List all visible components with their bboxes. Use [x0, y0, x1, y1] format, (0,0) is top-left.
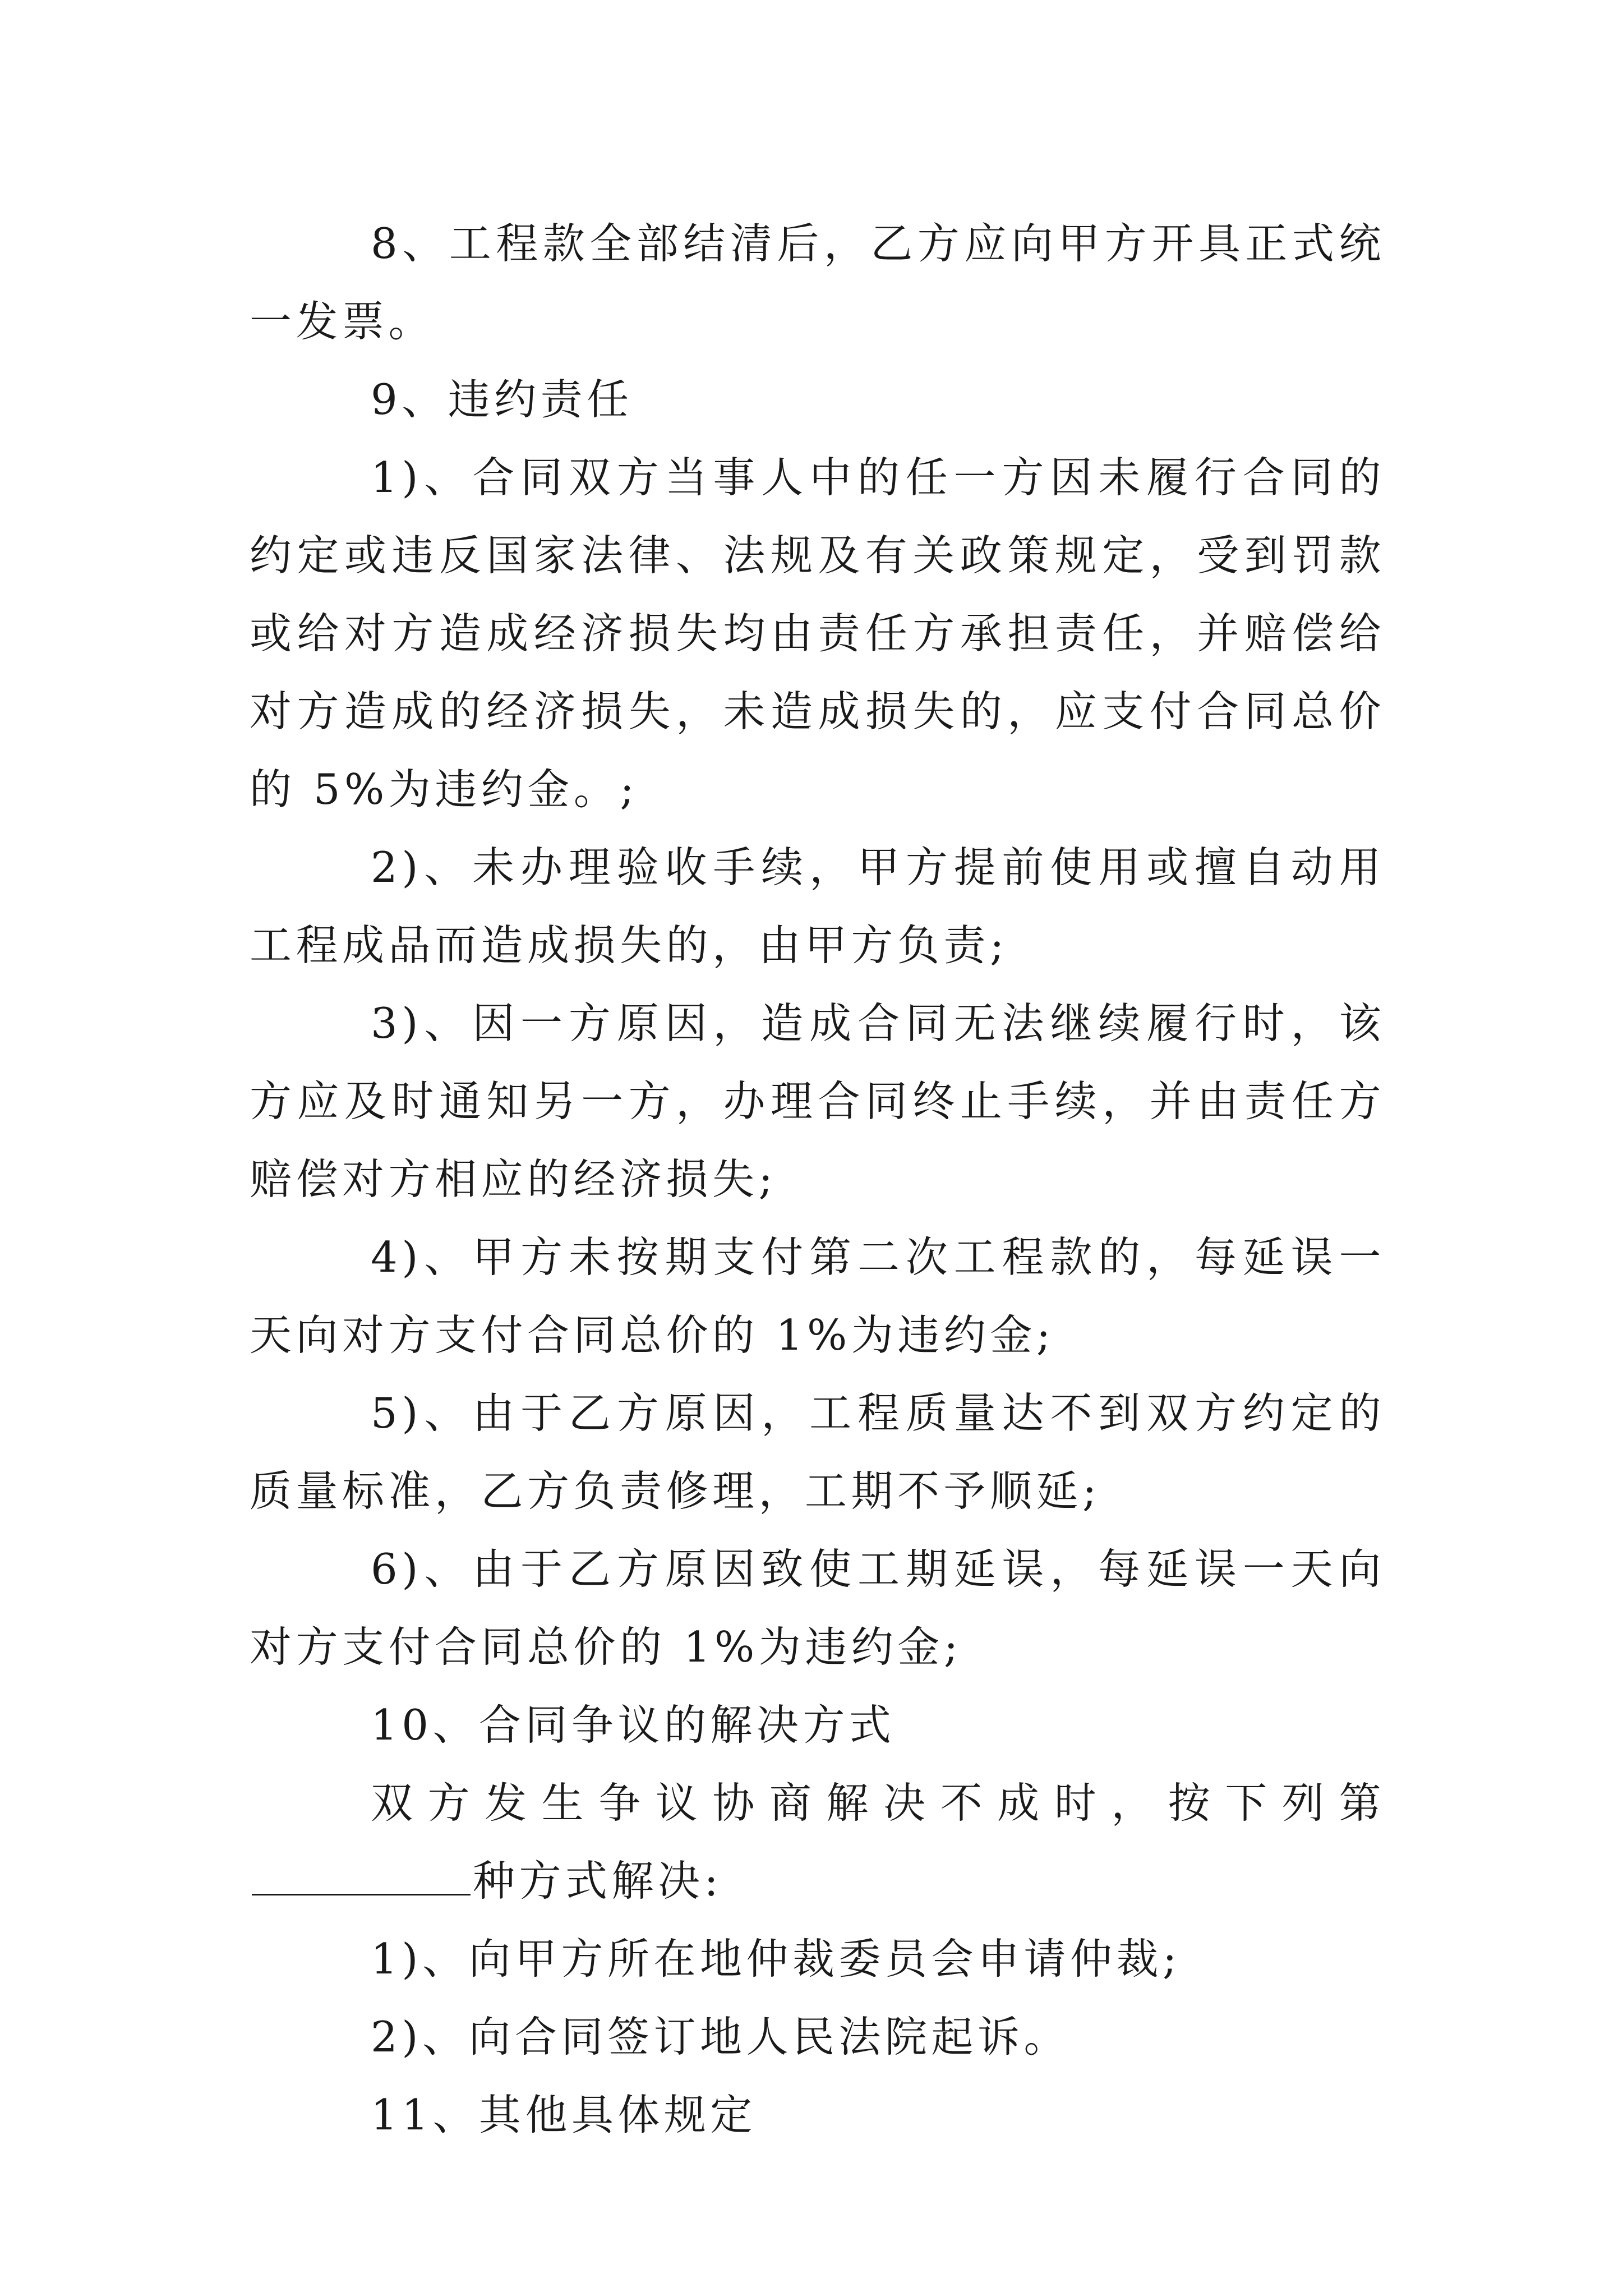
paragraph-dispute-option-1: 1)、向甲方所在地仲裁委员会申请仲裁; — [371, 1934, 1181, 1984]
paragraph-breach-item-6: 6)、由于乙方原因致使工期延误，每延误一天向对方支付合同总价的 1%为违约金; — [250, 1544, 1385, 1672]
paragraph-dispute-option-2: 2)、向合同签订地人民法院起诉。 — [371, 2012, 1070, 2062]
fill-in-blank[interactable] — [252, 1855, 471, 1895]
paragraph-breach-item-2: 2)、未办理验收手续，甲方提前使用或擅自动用工程成品而造成损失的，由甲方负责; — [250, 843, 1385, 970]
paragraph-breach-item-1: 1)、合同双方当事人中的任一方因未履行合同的约定或违反国家法律、法规及有关政策规定，受到罚款或给对方造成经济损失均由责任方承担责任，并赔偿给对方造成的经济损失，未造成损失的，应支付合同总价的 5%为违约金。; — [250, 453, 1385, 814]
paragraph-invoice-clause: 8、工程款全部结清后，乙方应向甲方开具正式统一发票。 — [250, 219, 1385, 346]
dispute-text-before: 双方发生争议协商解决不成时，按下列第 — [371, 1778, 1385, 1828]
heading-dispute-resolution: 10、合同争议的解决方式 — [371, 1700, 896, 1750]
paragraph-breach-item-4: 4)、甲方未按期支付第二次工程款的，每延误一天向对方支付合同总价的 1%为违约金; — [250, 1232, 1385, 1360]
paragraph-breach-item-3: 3)、因一方原因，造成合同无法继续履行时，该方应及时通知另一方，办理合同终止手续，并由责任方赔偿对方相应的经济损失; — [250, 999, 1385, 1204]
paragraph-breach-item-5: 5)、由于乙方原因，工程质量达不到双方约定的质量标准，乙方负责修理，工期不予顺延; — [250, 1388, 1385, 1516]
heading-other-provisions: 11、其他具体规定 — [371, 2090, 757, 2139]
document-body — [250, 205, 1385, 2154]
heading-breach-liability: 9、违约责任 — [371, 375, 633, 424]
paragraph-dispute-method — [250, 1764, 1385, 1920]
dispute-text-after: 种方式解决: — [473, 1856, 723, 1906]
